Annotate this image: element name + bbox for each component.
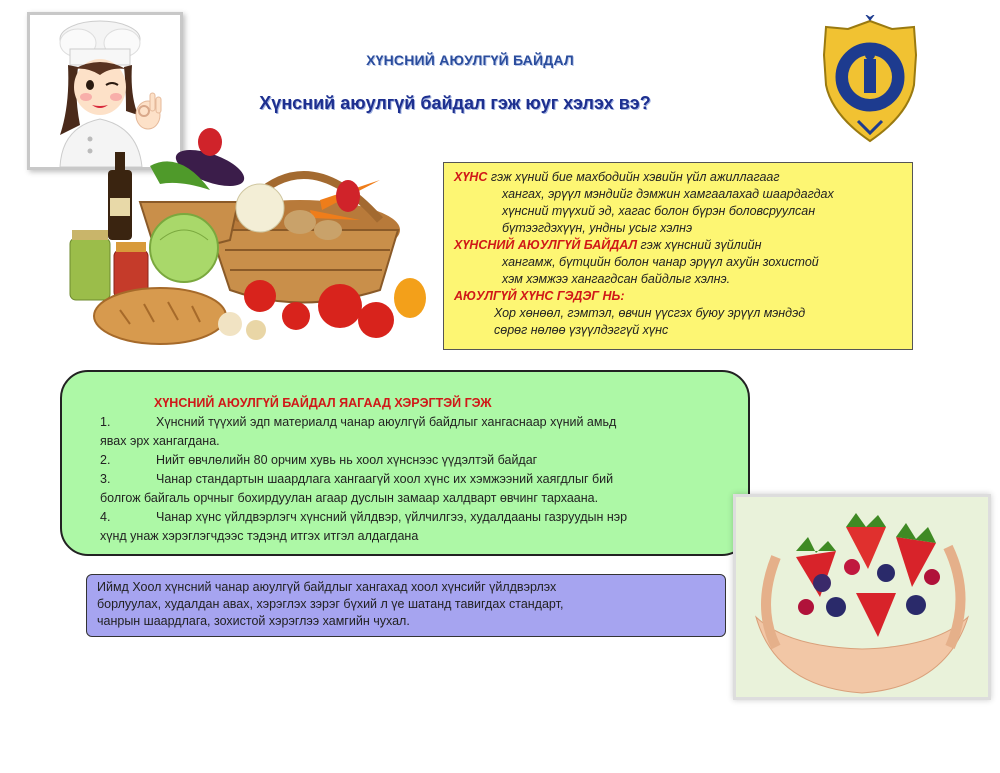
item-text: Чанар стандартын шаардлага хангаагүй хоол хүнс их хэмжээний хаягдлыг бий (156, 472, 614, 486)
safe-food-def-line: сөрөг нөлөө үзүүлдэггүй хүнс (494, 323, 669, 337)
why-title: ХҮНСНИЙ АЮУЛГҮЙ БАЙДАЛ ЯАГААД ХЭРЭГТЭЙ ГЭЖ (154, 396, 492, 410)
why-box (60, 370, 750, 556)
food-def-line: хангах, эрүүл мэндийг дэмжин хамгаалахад шаардагдах (502, 187, 834, 201)
item-number: 3. (100, 472, 111, 486)
why-item (100, 508, 738, 546)
why-item (100, 413, 738, 451)
item-text: Нийт өвчлөлийн 80 орчим хувь нь хоол хүнснээс үүдэлтэй байдаг (156, 453, 538, 467)
food-definition (454, 169, 904, 186)
food-def-line: гэж хүний бие махбодийн хэвийн үйл ажиллагааг (487, 170, 780, 184)
why-item (100, 451, 738, 470)
berries-in-hands (733, 494, 991, 700)
item-number: 4. (100, 510, 111, 524)
safety-term: ХҮНСНИЙ АЮУЛГҮЙ БАЙДАЛ (454, 238, 638, 252)
safe-food-def-line: Хор хөнөөл, гэмтэл, өвчин үүсгэх буюу эрүүл мэндэд (494, 306, 806, 320)
why-item (100, 470, 738, 508)
item-text: явах эрх хангагдана. (100, 434, 220, 448)
page-title: ХҮНСНИЙ АЮУЛГҮЙ БАЙДАЛ (366, 52, 574, 68)
conclusion-box (86, 574, 726, 637)
item-text: Чанар хүнс үйлдвэрлэгч хүнсний үйлдвэр, үйлчилгээ, худалдааны газруудын нэр (156, 510, 628, 524)
safety-def-line: гэж хүнсний зүйлийн (637, 238, 762, 252)
safety-def-line: хангамж, бүтцийн болон чанар эрүүл ахуйн зохистой (502, 255, 819, 269)
vegetable-basket (60, 110, 440, 350)
item-number: 1. (100, 415, 111, 429)
conclusion-line: борлуулах, худалдан авах, хэрэглэх зэрэг бүхий л үе шатанд тавигдах стандарт, (97, 597, 564, 611)
safety-def-line: хэм хэмжээ хангагдсан байдлыг хэлнэ. (502, 272, 731, 286)
item-text: Хүнсний түүхий эдп материалд чанар аюулгүй байдлыг хангаснаар хүний амьд (156, 415, 617, 429)
food-def-line: хүнсний түүхий эд, хагас болон бүрэн боловсруулсан (502, 204, 816, 218)
conclusion-line: Иймд Хоол хүнсний чанар аюулгүй байдлыг хангахад хоол хүнсийг үйлдвэрлэх (97, 580, 557, 594)
safe-food-term: АЮУЛГҮЙ ХҮНС ГЭДЭГ НЬ: (454, 289, 625, 303)
food-def-line: бүтээгдэхүүн, ундны усыг хэлнэ (502, 221, 693, 235)
safety-definition (454, 237, 904, 254)
item-number: 2. (100, 453, 111, 467)
definitions-box (443, 162, 913, 350)
page-subtitle: Хүнсний аюулгүй байдал гэж юуг хэлэх вэ? (259, 93, 651, 113)
emblem-seal (818, 15, 922, 145)
food-term: ХҮНС (454, 170, 488, 184)
item-text: хүнд унаж хэрэглэгчдээс тэдэнд итгэх итгэл алдагдана (100, 529, 419, 543)
conclusion-line: чанрын шаардлага, зохистой хэрэглээ хамгийн чухал. (97, 614, 410, 628)
item-text: болгож байгаль орчныг бохирдуулан агаар дуслын замаар халдварт өвчинг тархаана. (100, 491, 599, 505)
